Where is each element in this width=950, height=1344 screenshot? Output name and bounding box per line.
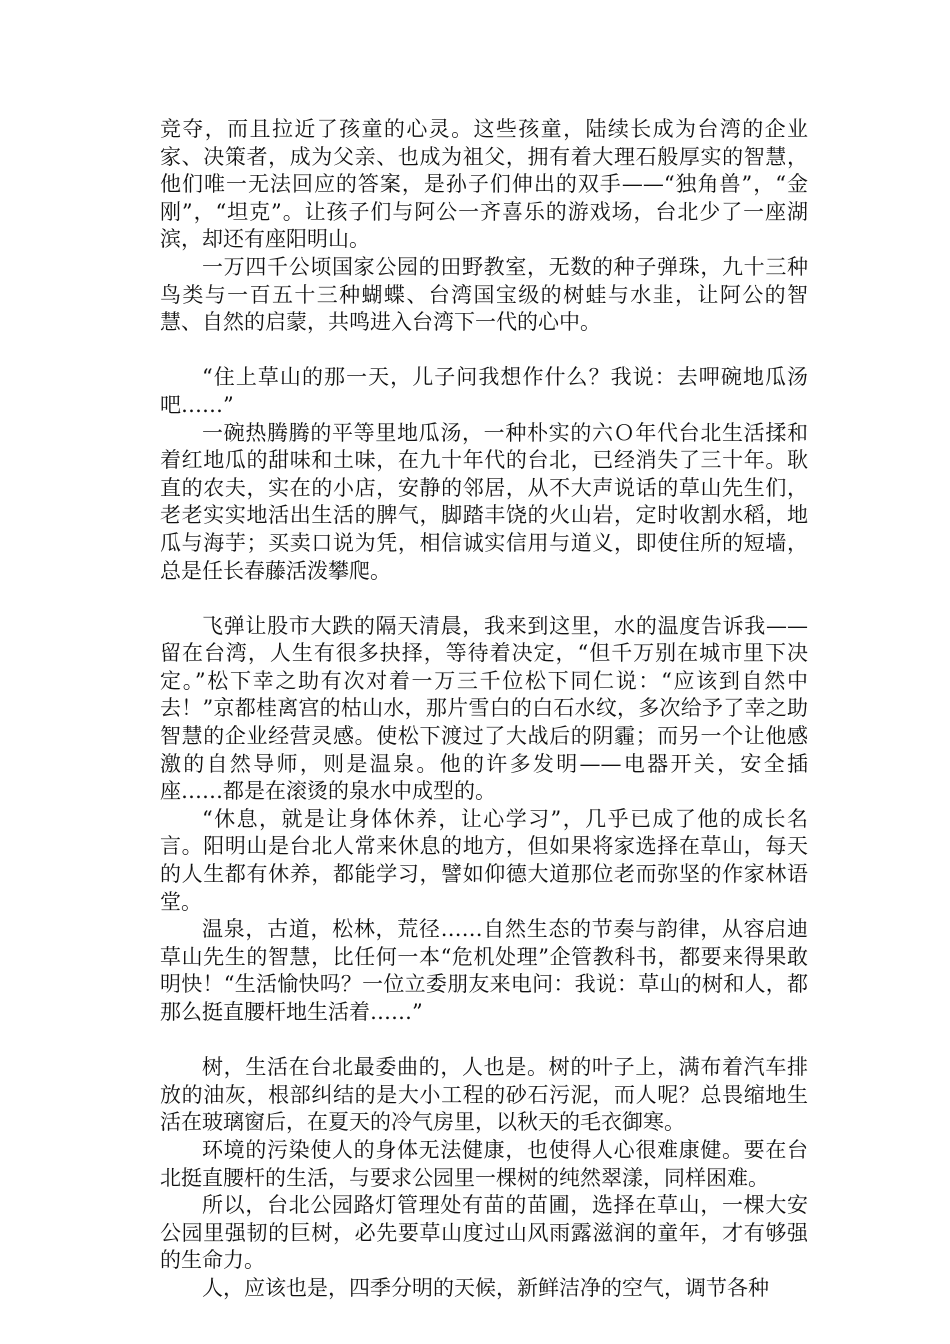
- paragraph-8: 树，生活在台北最委曲的，人也是。树的叶子上，满布着汽车排放的油灰，根部纠结的是大小工程的砂石污泥，而人呢？总畏缩地生活在玻璃窗后，在夏天的冷气房里，以秋天的毛衣御寒。: [160, 1055, 808, 1135]
- paragraph-5: 飞弹让股市大跌的隔天清晨，我来到这里，水的温度告诉我——留在台湾，人生有很多抉择，等待着决定，“但千万别在城市里下决定。”松下幸之助有次对着一万三千位松下同仁说：“应该到自然中去！”京都桂离宫的枯山水，那片雪白的白石水纹，多次给予了幸之助智慧的企业经营灵感。使松下渡过了大战后的阴霾；而另一个让他感激的自然导师，则是温泉。他的许多发明——电器开关，安全插座……都是在滚烫的泉水中成型的。: [160, 613, 808, 804]
- paragraph-7: 温泉，古道，松林，荒径……自然生态的节奏与韵律，从容启迪草山先生的智慧，比任何一本“危机处理”企管教科书，都要来得果敢明快！“生活愉快吗？一位立委朋友来电问：我说：草山的树和人，都那么挺直腰杆地生活着……”: [160, 917, 808, 1024]
- paragraph-6: “休息，就是让身体休养，让心学习”，几乎已成了他的成长名言。阳明山是台北人常来休息的地方，但如果将家选择在草山，每天的人生都有休养，都能学习，譬如仰德大道那位老而弥坚的作家林语堂。: [160, 806, 808, 914]
- section-gap: [160, 585, 808, 613]
- section-gap: [160, 337, 808, 365]
- paragraph-1: 竞夺，而且拉近了孩童的心灵。这些孩童，陆续长成为台湾的企业家、决策者，成为父亲、也成为祖父，拥有着大理石般厚实的智慧，他们唯一无法回应的答案，是孙子们伸出的双手——“独角兽”，“金刚”，“坦克”。让孩子们与阿公一齐喜乐的游戏场，台北少了一座湖滨，却还有座阳明山。: [160, 117, 808, 252]
- document-page: [160, 116, 808, 1303]
- paragraph-11: 人，应该也是，四季分明的天候，新鲜洁净的空气，调节各种: [202, 1275, 769, 1300]
- paragraph-4: 一碗热腾腾的平等里地瓜汤，一种朴实的六Ｏ年代台北生活揉和着红地瓜的甜味和土味，在九十年代的台北，已经消失了三十年。耿直的农夫，实在的小店，安静的邻居，从不大声说话的草山先生们，老老实实地活出生活的脾气，脚踏丰饶的火山岩，定时收割水稻，地瓜与海芋；买卖口说为凭，相信诚实信用与道义，即使住所的短墙，总是任长春藤活泼攀爬。: [160, 420, 808, 583]
- section-gap: [160, 1027, 808, 1055]
- paragraph-2: 一万四千公顷国家公园的田野教室，无数的种子弹珠，九十三种鸟类与一百五十三种蝴蝶、台湾国宝级的树蛙与水韭，让阿公的智慧、自然的启蒙，共鸣进入台湾下一代的心中。: [160, 254, 808, 335]
- paragraph-3: “住上草山的那一天，儿子问我想作什么？我说：去呷碗地瓜汤吧……”: [160, 365, 808, 417]
- paragraph-9: 环境的污染使人的身体无法健康，也使得人心很难康健。要在台北挺直腰杆的生活，与要求公园里一棵树的纯然翠漾，同样困难。: [160, 1137, 808, 1190]
- paragraph-10: 所以，台北公园路灯管理处有苗的苗圃，选择在草山，一棵大安公园里强韧的巨树，必先要草山度过山风雨露滋润的童年，才有够强的生命力。: [160, 1193, 808, 1273]
